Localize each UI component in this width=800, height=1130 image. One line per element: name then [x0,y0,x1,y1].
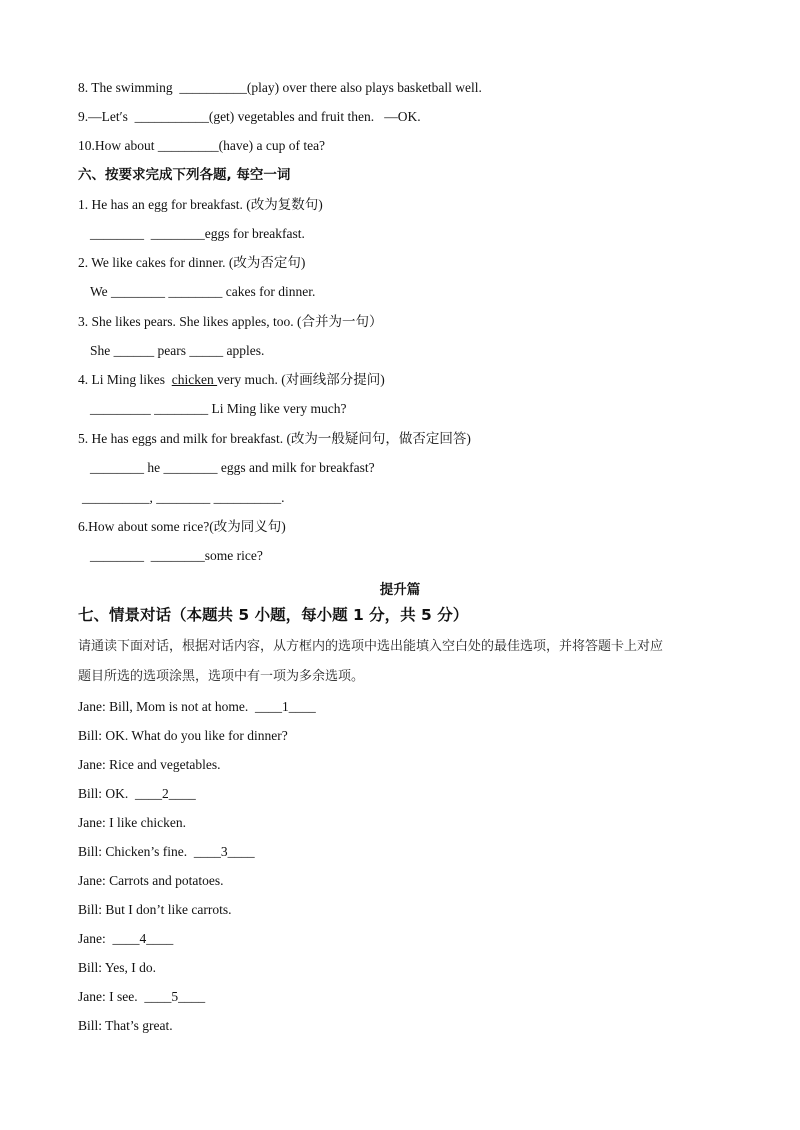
dialogue-line: Bill: Yes, I do. [78,960,157,975]
item-8: 8. The swimming __________(play) over there also plays basketball well. [78,80,482,95]
s6-answer-2: We ________ ________ cakes for dinner. [90,284,316,299]
dialogue-line: Jane: Carrots and potatoes. [78,873,224,888]
dialogue-line: Jane: I see. ____5____ [78,989,206,1004]
s6-answer-5: ________ he ________ eggs and milk for breakfast? [90,460,375,475]
s6-q4-prefix: 4. Li Ming likes [78,372,172,387]
dialogue-line: Jane: I like chicken. [78,815,186,830]
s6-answer-4: _________ ________ Li Ming like very much? [90,401,347,416]
dialogue-line: Jane: ____4____ [78,931,174,946]
s6-question-5: 5. He has eggs and milk for breakfast. (改为一般疑问句，做否定回答) [78,431,471,446]
s6-question-4 [78,371,385,389]
item-10: 10.How about _________(have) a cup of tea? [78,138,326,153]
s6-answer-6: ________ ________some rice? [90,548,263,563]
s6-q4-underlined: chicken [171,372,218,387]
section-title: 提升篇 [379,582,421,598]
section6-title: 六、按要求完成下列各题, 每空一词 [78,167,291,183]
s6-question-3: 3. She likes pears. She likes apples, too. (合并为一句） [78,314,383,329]
s6-answer-1: ________ ________eggs for breakfast. [90,226,305,241]
dialogue-line: Bill: Chicken’s fine. ____3____ [78,844,255,859]
section7-intro-line2: 题目所选的选项涂黑，选项中有一项为多余选项。 [78,669,365,684]
dialogue-line: Jane: Rice and vegetables. [78,757,221,772]
dialogue-line: Bill: OK. ____2____ [78,786,196,801]
dialogue-line: Bill: That’s great. [78,1018,173,1033]
dialogue-line: Bill: But I don’t like carrots. [78,902,232,917]
s6-question-2: 2. We like cakes for dinner. (改为否定句) [78,255,306,270]
item-9: 9.—Let′s ___________(get) vegetables and fruit then. —OK. [78,109,421,124]
s6-question-6: 6.How about some rice?(改为同义句) [78,519,286,534]
s6-answer-3: She ______ pears _____ apples. [90,343,265,358]
s6-answer-5b: __________, ________ __________. [82,490,285,505]
s6-q4-suffix: very much. (对画线部分提问) [217,372,385,387]
section7-title: 七、情景对话（本题共 5 小题，每小题 1 分，共 5 分） [78,606,469,624]
dialogue-line: Bill: OK. What do you like for dinner? [78,728,288,743]
section7-intro-line1: 请通读下面对话，根据对话内容，从方框内的选项中选出能填入空白处的最佳选项，并将答题卡上对应 [78,639,664,654]
dialogue-line: Jane: Bill, Mom is not at home. ____1____ [78,699,316,714]
s6-question-1: 1. He has an egg for breakfast. (改为复数句) [78,197,323,212]
